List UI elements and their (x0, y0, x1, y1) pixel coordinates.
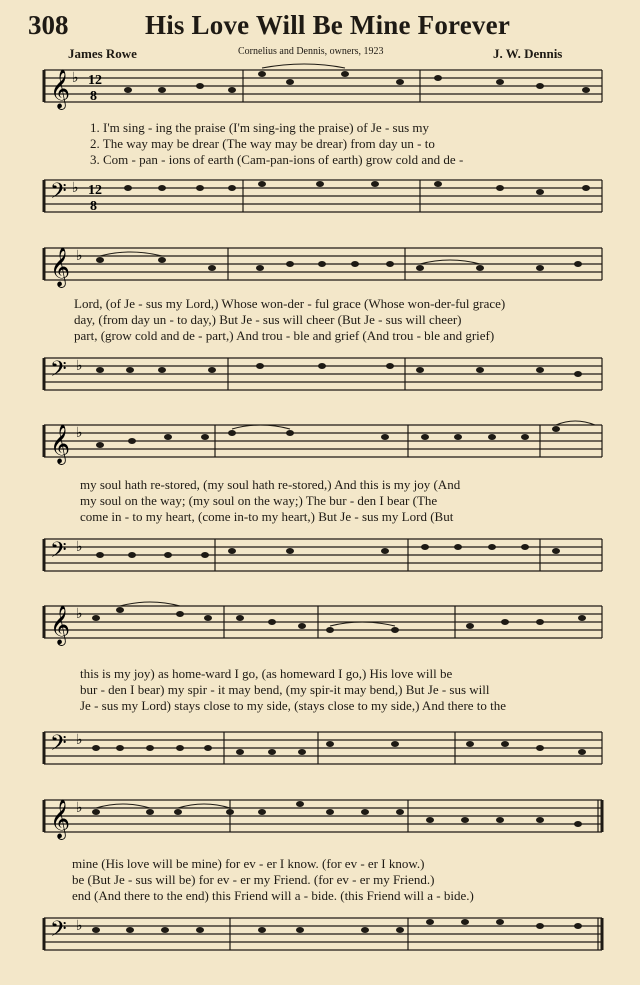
svg-text:♭: ♭ (76, 426, 83, 441)
copyright-notice: Cornelius and Dennis, owners, 1923 (238, 46, 384, 57)
svg-text:♭: ♭ (76, 801, 83, 816)
lyric-line-verse-2: be (But Je - sus will be) for ev - er my Friend. (for ev - er my Friend.) (72, 872, 435, 887)
treble-staff (0, 596, 640, 646)
treble-clef-icon: 𝄞 (50, 249, 71, 286)
bass-clef-icon: 𝄢 (50, 731, 67, 760)
bass-staff (0, 348, 640, 398)
svg-text:♭: ♭ (72, 71, 79, 86)
treble-clef-icon: 𝄞 (50, 607, 71, 644)
svg-text:8: 8 (90, 199, 97, 214)
svg-text:♭: ♭ (76, 249, 83, 264)
hymn-title: His Love Will Be Mine Forever (145, 10, 511, 40)
treble-clef-icon: 𝄞 (50, 801, 71, 838)
svg-text:♭: ♭ (76, 359, 83, 374)
lyric-line-verse-1: 1. I'm sing - ing the praise (I'm sing-ing the praise) of Je - sus my (90, 120, 430, 135)
bass-staff (0, 170, 640, 220)
lyric-line-verse-1: Lord, (of Je - sus my Lord,) Whose won-der - ful grace (Whose won-der-ful grace) (74, 296, 506, 311)
treble-clef-icon: 𝄞 (50, 71, 71, 108)
author-credit: James Rowe (68, 46, 137, 61)
bass-clef-icon: 𝄢 (50, 538, 67, 567)
hymn-number: 308 (28, 10, 69, 40)
lyric-line-verse-2: bur - den I bear) my spir - it may bend, (my spir-it may bend,) But Je - sus will (80, 682, 490, 697)
lyric-line-verse-3: Je - sus my Lord) stays close to my side, (stays close to my side,) And there to the (80, 698, 507, 713)
bass-staff (0, 529, 640, 579)
treble-staff (0, 238, 640, 288)
svg-text:♭: ♭ (76, 607, 83, 622)
treble-clef-icon: 𝄞 (50, 426, 71, 463)
lyric-line-verse-2: my soul on the way; (my soul on the way;) The bur - den I bear (The (80, 493, 438, 508)
bass-clef-icon: 𝄢 (50, 917, 67, 946)
lyric-line-verse-1: mine (His love will be mine) for ev - er I know. (for ev - er I know.) (72, 856, 425, 871)
bass-clef-icon: 𝄢 (50, 357, 67, 386)
svg-text:12: 12 (88, 183, 102, 198)
svg-text:♭: ♭ (72, 181, 79, 196)
svg-text:♭: ♭ (76, 919, 83, 934)
treble-staff (0, 60, 640, 110)
treble-staff (0, 415, 640, 465)
lyric-line-verse-1: my soul hath re-stored, (my soul hath re-stored,) And this is my joy (And (80, 477, 461, 492)
bass-staff (0, 722, 640, 772)
bass-clef-icon: 𝄢 (50, 179, 67, 208)
lyric-line-verse-3: part, (grow cold and de - part,) And trou - ble and grief (And trou - ble and grief) (74, 328, 495, 343)
svg-text:♭: ♭ (76, 733, 83, 748)
treble-staff (0, 790, 640, 840)
lyric-line-verse-2: day, (from day un - to day,) But Je - sus will cheer (But Je - sus will cheer) (74, 312, 462, 327)
composer-credit: J. W. Dennis (493, 46, 563, 61)
svg-text:♭: ♭ (76, 540, 83, 555)
lyric-line-verse-3: end (And there to the end) this Friend will a - bide. (this Friend will a - bide.) (72, 888, 474, 903)
svg-text:12: 12 (88, 73, 102, 88)
lyric-line-verse-1: this is my joy) as home-ward I go, (as homeward I go,) His love will be (80, 666, 453, 681)
svg-text:8: 8 (90, 89, 97, 104)
bass-staff (0, 908, 640, 958)
lyric-line-verse-3: 3. Com - pan - ions of earth (Cam-pan-ions of earth) grow cold and de - (90, 152, 464, 167)
lyric-line-verse-2: 2. The way may be drear (The way may be drear) from day un - to (90, 136, 435, 151)
lyric-line-verse-3: come in - to my heart, (come in-to my heart,) But Je - sus my Lord (But (80, 509, 454, 524)
